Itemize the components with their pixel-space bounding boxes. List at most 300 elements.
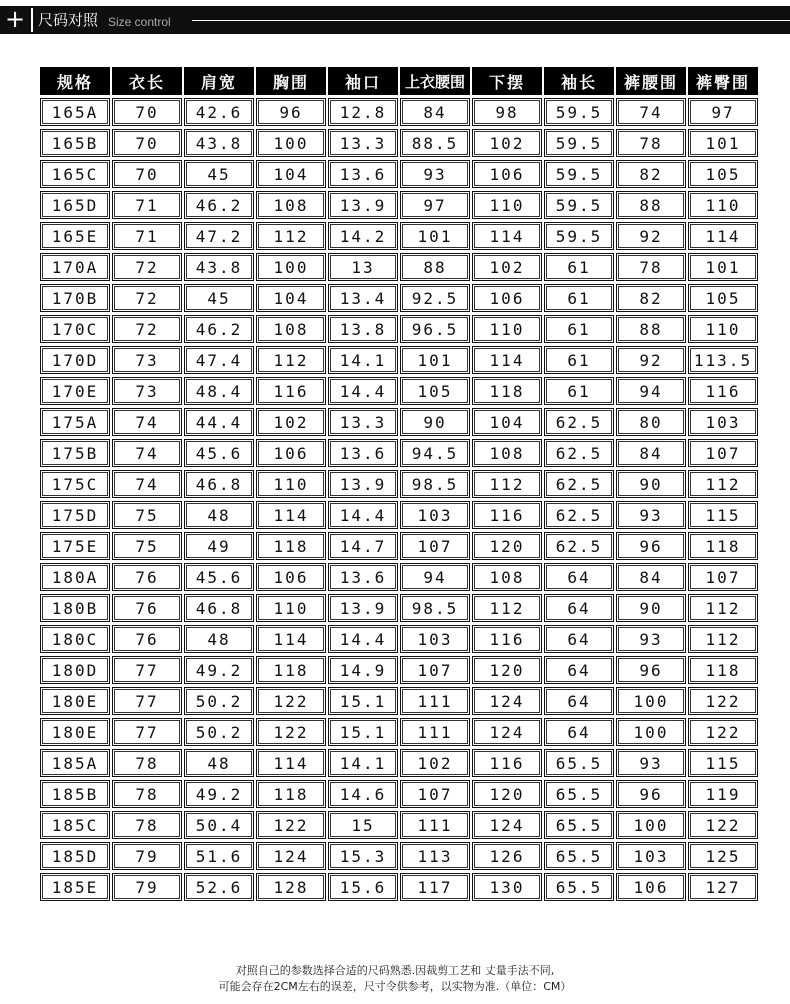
measurement-cell: 62.5: [544, 532, 614, 560]
measurement-cell: 112: [688, 470, 758, 498]
measurement-cell: 107: [688, 563, 758, 591]
footer-note-line-2: 可能会存在2CM左右的误差，尺寸令供参考，以实物为准.（单位：CM）: [218, 980, 572, 993]
measurement-cell: 65.5: [544, 842, 614, 870]
measurement-cell: 103: [688, 408, 758, 436]
measurement-cell: 110: [256, 594, 326, 622]
measurement-cell: 104: [472, 408, 542, 436]
measurement-cell: 47.4: [184, 346, 254, 374]
measurement-cell: 108: [472, 439, 542, 467]
column-header: 衣长: [112, 67, 182, 95]
measurement-cell: 110: [472, 191, 542, 219]
measurement-cell: 110: [472, 315, 542, 343]
measurement-cell: 14.1: [328, 346, 398, 374]
measurement-cell: 90: [616, 594, 686, 622]
measurement-cell: 59.5: [544, 160, 614, 188]
measurement-cell: 64: [544, 687, 614, 715]
measurement-cell: 102: [400, 749, 470, 777]
measurement-cell: 96: [256, 98, 326, 126]
table-row: [40, 656, 758, 684]
size-label-cell: 185B: [40, 780, 110, 808]
measurement-cell: 122: [256, 718, 326, 746]
size-label-cell: 175C: [40, 470, 110, 498]
measurement-cell: 13.6: [328, 439, 398, 467]
measurement-cell: 43.8: [184, 253, 254, 281]
measurement-cell: 13.9: [328, 470, 398, 498]
table-row: [40, 501, 758, 529]
measurement-cell: 96: [616, 656, 686, 684]
size-label-cell: 170B: [40, 284, 110, 312]
measurement-cell: 116: [472, 625, 542, 653]
measurement-cell: 96: [616, 532, 686, 560]
measurement-cell: 98.5: [400, 594, 470, 622]
measurement-cell: 112: [472, 470, 542, 498]
measurement-cell: 70: [112, 129, 182, 157]
measurement-cell: 116: [472, 749, 542, 777]
table-row: [40, 346, 758, 374]
measurement-cell: 120: [472, 656, 542, 684]
measurement-cell: 84: [400, 98, 470, 126]
measurement-cell: 64: [544, 625, 614, 653]
measurement-cell: 61: [544, 315, 614, 343]
measurement-cell: 127: [688, 873, 758, 901]
column-header: 裤臀围: [688, 67, 758, 95]
measurement-cell: 70: [112, 98, 182, 126]
measurement-cell: 82: [616, 160, 686, 188]
measurement-cell: 104: [256, 160, 326, 188]
measurement-cell: 98: [472, 98, 542, 126]
measurement-cell: 101: [688, 129, 758, 157]
measurement-cell: 50.2: [184, 687, 254, 715]
measurement-cell: 101: [688, 253, 758, 281]
measurement-cell: 105: [688, 160, 758, 188]
measurement-cell: 93: [616, 625, 686, 653]
measurement-cell: 14.6: [328, 780, 398, 808]
measurement-cell: 62.5: [544, 501, 614, 529]
measurement-cell: 106: [256, 439, 326, 467]
size-label-cell: 175A: [40, 408, 110, 436]
measurement-cell: 49.2: [184, 656, 254, 684]
table-row: [40, 780, 758, 808]
footer-note-line-1: 对照自己的参数选择合适的尺码熟悉.因裁剪工艺和 丈量手法不同,: [235, 964, 555, 977]
measurement-cell: 106: [472, 160, 542, 188]
measurement-cell: 64: [544, 594, 614, 622]
measurement-cell: 112: [256, 222, 326, 250]
measurement-cell: 90: [400, 408, 470, 436]
measurement-cell: 59.5: [544, 98, 614, 126]
size-label-cell: 180C: [40, 625, 110, 653]
size-label-cell: 180E: [40, 718, 110, 746]
measurement-cell: 15.6: [328, 873, 398, 901]
measurement-cell: 111: [400, 811, 470, 839]
measurement-cell: 47.2: [184, 222, 254, 250]
measurement-cell: 73: [112, 377, 182, 405]
size-chart-table: [38, 64, 760, 904]
measurement-cell: 104: [256, 284, 326, 312]
size-label-cell: 185E: [40, 873, 110, 901]
measurement-cell: 107: [400, 780, 470, 808]
table-row: [40, 873, 758, 901]
measurement-cell: 48: [184, 625, 254, 653]
measurement-cell: 72: [112, 253, 182, 281]
measurement-cell: 107: [400, 532, 470, 560]
column-header: 胸围: [256, 67, 326, 95]
measurement-cell: 112: [256, 346, 326, 374]
measurement-cell: 78: [616, 253, 686, 281]
measurement-cell: 116: [472, 501, 542, 529]
size-label-cell: 175B: [40, 439, 110, 467]
measurement-cell: 13.3: [328, 408, 398, 436]
measurement-cell: 125: [688, 842, 758, 870]
measurement-cell: 117: [400, 873, 470, 901]
measurement-cell: 114: [472, 346, 542, 374]
measurement-cell: 107: [400, 656, 470, 684]
measurement-cell: 97: [688, 98, 758, 126]
measurement-cell: 108: [256, 191, 326, 219]
measurement-cell: 103: [616, 842, 686, 870]
measurement-cell: 106: [256, 563, 326, 591]
measurement-cell: 120: [472, 780, 542, 808]
measurement-cell: 106: [616, 873, 686, 901]
measurement-cell: 51.6: [184, 842, 254, 870]
column-header: 上衣腰围: [400, 67, 470, 95]
table-row: [40, 749, 758, 777]
measurement-cell: 15.1: [328, 718, 398, 746]
measurement-cell: 122: [256, 811, 326, 839]
size-label-cell: 185C: [40, 811, 110, 839]
measurement-cell: 102: [472, 129, 542, 157]
measurement-cell: 78: [112, 749, 182, 777]
measurement-cell: 88: [616, 315, 686, 343]
measurement-cell: 79: [112, 873, 182, 901]
table-row: [40, 377, 758, 405]
measurement-cell: 82: [616, 284, 686, 312]
measurement-cell: 112: [688, 625, 758, 653]
measurement-cell: 64: [544, 563, 614, 591]
measurement-cell: 128: [256, 873, 326, 901]
measurement-cell: 118: [472, 377, 542, 405]
measurement-cell: 124: [472, 687, 542, 715]
measurement-cell: 50.2: [184, 718, 254, 746]
measurement-cell: 102: [256, 408, 326, 436]
measurement-cell: 14.4: [328, 501, 398, 529]
column-header: 袖口: [328, 67, 398, 95]
measurement-cell: 43.8: [184, 129, 254, 157]
size-label-cell: 170C: [40, 315, 110, 343]
measurement-cell: 114: [688, 222, 758, 250]
measurement-cell: 126: [472, 842, 542, 870]
size-label-cell: 165C: [40, 160, 110, 188]
measurement-cell: 105: [688, 284, 758, 312]
measurement-cell: 61: [544, 284, 614, 312]
size-label-cell: 170A: [40, 253, 110, 281]
measurement-cell: 114: [472, 222, 542, 250]
measurement-cell: 77: [112, 687, 182, 715]
measurement-cell: 13.6: [328, 160, 398, 188]
measurement-cell: 100: [256, 129, 326, 157]
table-row: [40, 811, 758, 839]
measurement-cell: 45.6: [184, 439, 254, 467]
measurement-cell: 48: [184, 501, 254, 529]
table-row: [40, 253, 758, 281]
measurement-cell: 119: [688, 780, 758, 808]
measurement-cell: 124: [472, 811, 542, 839]
table-row: [40, 594, 758, 622]
column-header: 裤腰围: [616, 67, 686, 95]
measurement-cell: 78: [616, 129, 686, 157]
measurement-cell: 100: [616, 718, 686, 746]
measurement-cell: 110: [688, 315, 758, 343]
measurement-cell: 62.5: [544, 470, 614, 498]
measurement-cell: 14.1: [328, 749, 398, 777]
column-header: 袖长: [544, 67, 614, 95]
section-title: 尺码对照: [38, 11, 99, 29]
table-row: [40, 98, 758, 126]
measurement-cell: 100: [616, 811, 686, 839]
measurement-cell: 14.7: [328, 532, 398, 560]
measurement-cell: 74: [112, 470, 182, 498]
measurement-cell: 76: [112, 594, 182, 622]
measurement-cell: 88: [616, 191, 686, 219]
measurement-cell: 15.3: [328, 842, 398, 870]
measurement-cell: 14.9: [328, 656, 398, 684]
measurement-cell: 112: [472, 594, 542, 622]
measurement-cell: 78: [112, 780, 182, 808]
measurement-cell: 46.8: [184, 470, 254, 498]
measurement-cell: 74: [616, 98, 686, 126]
measurement-cell: 75: [112, 501, 182, 529]
measurement-cell: 59.5: [544, 222, 614, 250]
section-subtitle: Size control: [108, 15, 171, 29]
measurement-cell: 13.8: [328, 315, 398, 343]
measurement-cell: 84: [616, 563, 686, 591]
column-header: 肩宽: [184, 67, 254, 95]
measurement-cell: 46.8: [184, 594, 254, 622]
measurement-cell: 94.5: [400, 439, 470, 467]
measurement-cell: 73: [112, 346, 182, 374]
measurement-cell: 48: [184, 749, 254, 777]
measurement-cell: 13.3: [328, 129, 398, 157]
measurement-cell: 108: [472, 563, 542, 591]
measurement-cell: 98.5: [400, 470, 470, 498]
measurement-cell: 110: [256, 470, 326, 498]
measurement-cell: 88: [400, 253, 470, 281]
measurement-cell: 78: [112, 811, 182, 839]
measurement-cell: 14.4: [328, 625, 398, 653]
measurement-cell: 13.6: [328, 563, 398, 591]
measurement-cell: 111: [400, 687, 470, 715]
measurement-cell: 116: [256, 377, 326, 405]
measurement-cell: 48.4: [184, 377, 254, 405]
measurement-cell: 118: [256, 532, 326, 560]
measurement-cell: 93: [616, 501, 686, 529]
measurement-cell: 112: [688, 594, 758, 622]
measurement-cell: 130: [472, 873, 542, 901]
table-row: [40, 532, 758, 560]
measurement-cell: 97: [400, 191, 470, 219]
measurement-cell: 122: [688, 811, 758, 839]
measurement-cell: 118: [688, 656, 758, 684]
measurement-cell: 15: [328, 811, 398, 839]
column-header: 下摆: [472, 67, 542, 95]
table-row: [40, 718, 758, 746]
measurement-cell: 13.9: [328, 191, 398, 219]
size-label-cell: 180D: [40, 656, 110, 684]
measurement-cell: 45: [184, 160, 254, 188]
measurement-cell: 118: [256, 780, 326, 808]
measurement-cell: 76: [112, 625, 182, 653]
measurement-cell: 65.5: [544, 811, 614, 839]
table-header-row: [40, 67, 758, 95]
measurement-cell: 103: [400, 501, 470, 529]
table-row: [40, 191, 758, 219]
measurement-cell: 118: [256, 656, 326, 684]
measurement-cell: 65.5: [544, 749, 614, 777]
size-label-cell: 165A: [40, 98, 110, 126]
table-row: [40, 160, 758, 188]
measurement-cell: 42.6: [184, 98, 254, 126]
measurement-cell: 12.8: [328, 98, 398, 126]
measurement-cell: 80: [616, 408, 686, 436]
measurement-cell: 92: [616, 346, 686, 374]
measurement-cell: 93: [616, 749, 686, 777]
measurement-cell: 100: [256, 253, 326, 281]
measurement-cell: 62.5: [544, 439, 614, 467]
table-row: [40, 439, 758, 467]
measurement-cell: 118: [688, 532, 758, 560]
measurement-cell: 114: [256, 501, 326, 529]
measurement-cell: 72: [112, 315, 182, 343]
measurement-cell: 116: [688, 377, 758, 405]
size-label-cell: 170E: [40, 377, 110, 405]
measurement-cell: 44.4: [184, 408, 254, 436]
table-row: [40, 315, 758, 343]
measurement-cell: 62.5: [544, 408, 614, 436]
measurement-cell: 49: [184, 532, 254, 560]
size-label-cell: 185A: [40, 749, 110, 777]
measurement-cell: 122: [688, 687, 758, 715]
table-row: [40, 408, 758, 436]
measurement-cell: 50.4: [184, 811, 254, 839]
measurement-cell: 114: [256, 749, 326, 777]
measurement-cell: 65.5: [544, 873, 614, 901]
table-row: [40, 129, 758, 157]
measurement-cell: 102: [472, 253, 542, 281]
header-rule: [192, 20, 790, 21]
measurement-cell: 14.2: [328, 222, 398, 250]
measurement-cell: 70: [112, 160, 182, 188]
table-row: [40, 470, 758, 498]
measurement-cell: 14.4: [328, 377, 398, 405]
measurement-cell: 92: [616, 222, 686, 250]
measurement-cell: 101: [400, 346, 470, 374]
measurement-cell: 101: [400, 222, 470, 250]
measurement-cell: 113: [400, 842, 470, 870]
measurement-cell: 92.5: [400, 284, 470, 312]
measurement-cell: 45.6: [184, 563, 254, 591]
size-label-cell: 165D: [40, 191, 110, 219]
measurement-cell: 61: [544, 377, 614, 405]
size-label-cell: 180A: [40, 563, 110, 591]
measurement-cell: 71: [112, 222, 182, 250]
measurement-cell: 108: [256, 315, 326, 343]
measurement-cell: 76: [112, 563, 182, 591]
measurement-cell: 13.9: [328, 594, 398, 622]
measurement-cell: 114: [256, 625, 326, 653]
table-row: [40, 563, 758, 591]
measurement-cell: 45: [184, 284, 254, 312]
measurement-cell: 122: [256, 687, 326, 715]
measurement-cell: 124: [472, 718, 542, 746]
measurement-cell: 90: [616, 470, 686, 498]
size-label-cell: 185D: [40, 842, 110, 870]
measurement-cell: 115: [688, 501, 758, 529]
measurement-cell: 124: [256, 842, 326, 870]
size-label-cell: 170D: [40, 346, 110, 374]
measurement-cell: 52.6: [184, 873, 254, 901]
measurement-cell: 74: [112, 408, 182, 436]
measurement-cell: 59.5: [544, 129, 614, 157]
measurement-cell: 72: [112, 284, 182, 312]
measurement-cell: 103: [400, 625, 470, 653]
measurement-cell: 15.1: [328, 687, 398, 715]
plus-icon: +: [1, 6, 29, 34]
measurement-cell: 13.4: [328, 284, 398, 312]
size-label-cell: 175E: [40, 532, 110, 560]
measurement-cell: 93: [400, 160, 470, 188]
table-row: [40, 687, 758, 715]
measurement-cell: 46.2: [184, 191, 254, 219]
measurement-cell: 106: [472, 284, 542, 312]
measurement-cell: 107: [688, 439, 758, 467]
header-divider: [31, 8, 33, 32]
measurement-cell: 115: [688, 749, 758, 777]
measurement-cell: 61: [544, 346, 614, 374]
table-row: [40, 222, 758, 250]
column-header: 规格: [40, 67, 110, 95]
measurement-cell: 59.5: [544, 191, 614, 219]
measurement-cell: 111: [400, 718, 470, 746]
size-label-cell: 165B: [40, 129, 110, 157]
table-row: [40, 625, 758, 653]
measurement-cell: 120: [472, 532, 542, 560]
measurement-cell: 96.5: [400, 315, 470, 343]
measurement-cell: 65.5: [544, 780, 614, 808]
measurement-cell: 46.2: [184, 315, 254, 343]
size-label-cell: 175D: [40, 501, 110, 529]
size-label-cell: 180B: [40, 594, 110, 622]
measurement-cell: 13: [328, 253, 398, 281]
measurement-cell: 77: [112, 718, 182, 746]
size-label-cell: 180E: [40, 687, 110, 715]
measurement-cell: 49.2: [184, 780, 254, 808]
table-body: [40, 98, 758, 901]
measurement-cell: 74: [112, 439, 182, 467]
measurement-cell: 110: [688, 191, 758, 219]
table-row: [40, 842, 758, 870]
measurement-cell: 61: [544, 253, 614, 281]
measurement-cell: 105: [400, 377, 470, 405]
measurement-cell: 84: [616, 439, 686, 467]
measurement-cell: 94: [616, 377, 686, 405]
measurement-cell: 79: [112, 842, 182, 870]
measurement-cell: 113.5: [688, 346, 758, 374]
measurement-cell: 94: [400, 563, 470, 591]
measurement-cell: 64: [544, 656, 614, 684]
measurement-cell: 88.5: [400, 129, 470, 157]
measurement-cell: 64: [544, 718, 614, 746]
table-row: [40, 284, 758, 312]
measurement-cell: 96: [616, 780, 686, 808]
